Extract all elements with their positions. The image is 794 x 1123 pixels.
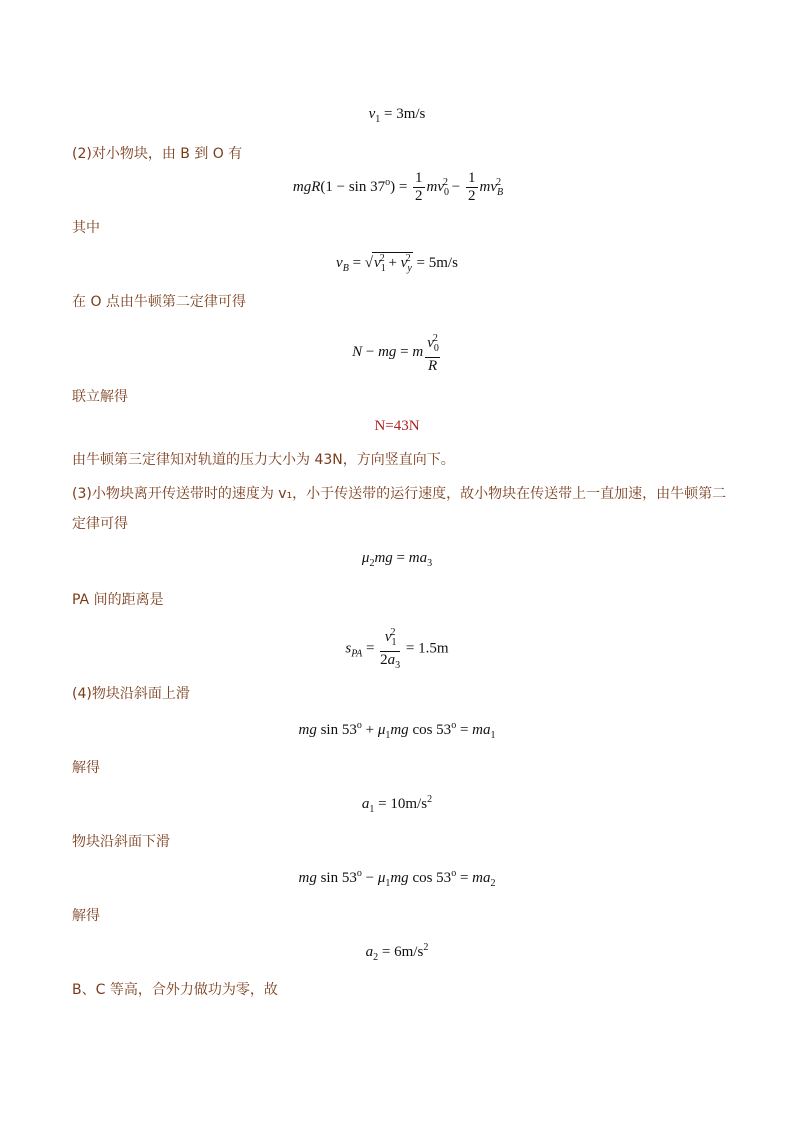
- equation-N: N − mg = m $\frac{v_0^2}{R}$: [0, 330, 794, 375]
- equation-N43: N=43N: [374, 418, 420, 434]
- lianli-label: 联立解得: [72, 389, 128, 405]
- at-O-text: 在 O 点由牛顿第二定律可得: [72, 294, 246, 310]
- part3-line1: (3)小物块离开传送带时的速度为 v₁，小于传送带的运行速度，故小物块在传送带上一直加速，由牛顿第二: [72, 486, 727, 502]
- equation-a2: $a_2 = 6m/s^2$: [365, 942, 429, 963]
- down-text: 物块沿斜面下滑: [72, 834, 170, 850]
- newton-third-text: 由牛顿第三定律知对轨道的压力大小为 43N，方向竖直向下。: [72, 452, 455, 468]
- equation-vB: $v_B = √v_1^2 + v_y^2 = 5m/s$: [336, 253, 458, 274]
- part4-up-text: (4)物块沿斜面上滑: [72, 686, 190, 702]
- part2-intro: (2)对小物块，由 B 到 O 有: [72, 146, 243, 162]
- equation-sPA: $s_{PA}$ = $\frac{v_1^2}{2a_3}$ = 1.5m: [0, 624, 794, 674]
- equation-mu2: $\mu_2mg = ma_3$: [361, 550, 433, 569]
- equation-down: mg $\sin 53^o - \mu_1mg$ $\cos 53^o = ma_2$: [298, 868, 496, 889]
- equation-v1: $v_1 = 3m/s$: [368, 106, 426, 125]
- equation-a1: $a_1 = 10m/s^2$: [361, 794, 433, 815]
- equation-energy: $mgR(1 - \sin 37^o)$ = $\frac{1}{2}$ $mv_0^2$ − $\frac{1}{2}$ $mv_B^2$: [292, 170, 504, 204]
- pa-distance-text: PA 间的距离是: [72, 592, 164, 608]
- jiede-label-1: 解得: [72, 760, 100, 776]
- part3-line2: 定律可得: [72, 516, 128, 532]
- bc-equal-height-text: B、C 等高，合外力做功为零，故: [72, 982, 278, 998]
- equation-up: mg $\sin 53^o + \mu_1mg$ $\cos 53^o = ma_1$: [298, 720, 496, 741]
- jiede-label-2: 解得: [72, 908, 100, 924]
- qi-zhong-label: 其中: [72, 220, 100, 236]
